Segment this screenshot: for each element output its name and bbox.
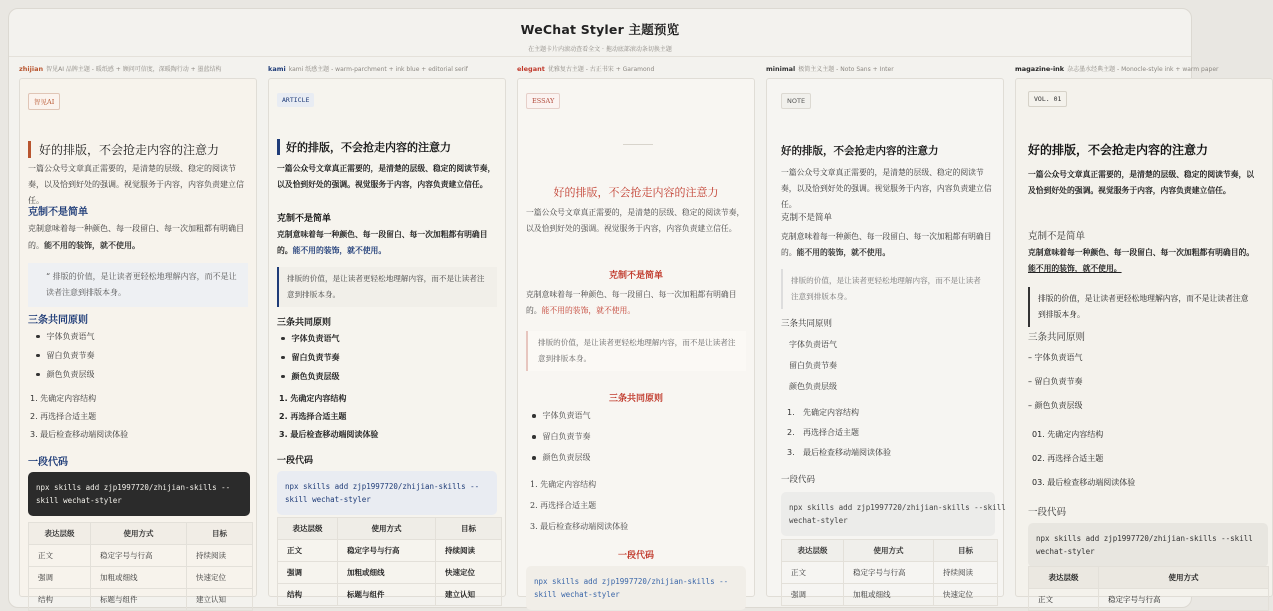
list-item: 颜色负责层级 (532, 452, 591, 463)
ordered-item: 3. 最后检查移动端阅读体验 (787, 448, 891, 457)
code-block: npx skills add zjp1997720/zhijian-skills -- skill wechat-styler (277, 471, 497, 515)
ordered-item: 3. 最后检查移动端阅读体验 (30, 430, 129, 439)
ordered-item: 02. 再选择合适主题 (1032, 454, 1104, 463)
ordered-item: 1. 先确定内容结构 (279, 394, 347, 403)
section-heading: 一段代码 (781, 475, 816, 485)
page-header (9, 9, 1191, 57)
theme-desc: 优雅复古主题 - 古正书宋 + Garamond (547, 66, 655, 73)
section-paragraph: 克制意味着每一种颜色、每一段留白、每一次加粗都有明确目的。能不用的装饰，就不使用。 (781, 232, 992, 257)
emphasis-text: 能不用的装饰，就不使用。 (44, 240, 140, 250)
theme-preview-card[interactable] (268, 78, 506, 597)
ordered-item: 2. 再选择合适主题 (787, 428, 859, 437)
theme-name: elegant (517, 65, 545, 73)
intro-paragraph: 一篇公众号文章真正需要的，是清楚的层级、稳定的阅读节奏，以及恰到好处的强调。视觉服务于内容，内容负责建立信任。 (781, 168, 992, 209)
code-block: npx skills add zjp1997720/zhijian-skills --skill wechat-styler (781, 492, 995, 536)
theme-column-minimal (762, 58, 1012, 607)
list-item: 字体负责语气 (532, 410, 591, 421)
section-heading: 克制不是简单 (781, 213, 833, 223)
ordered-item: 3. 最后检查移动端阅读体验 (279, 430, 379, 439)
list-item: – 留白负责节奏 (1028, 377, 1083, 386)
blockquote: 排版的价值，是让读者更轻松地理解内容，而不是让读者注意到排版本身。 (526, 331, 746, 371)
data-table: 表达层级 使用方式 目标 正文 稳定字号与行高 持续阅读 强调 加粗或细线 快速定位 (781, 539, 998, 606)
theme-desc: kami 纸感主题 - warm-parchment + ink blue + editorial serif (288, 66, 468, 73)
section-heading: 三条共同原则 (277, 318, 332, 328)
theme-column-elegant (513, 58, 763, 607)
section-heading: 三条共同原则 (608, 394, 663, 404)
section-heading: 三条共同原则 (1028, 332, 1086, 343)
list-item: 字体负责语气 (281, 333, 340, 344)
theme-name: minimal (766, 65, 796, 73)
section-heading: 克制不是简单 (1028, 231, 1086, 242)
theme-desc: 杂志墨水经典主题 - Monocle-style ink + warm paper (1067, 66, 1219, 73)
theme-name: kami (268, 65, 286, 73)
list-item: 字体负责语气 (36, 331, 95, 342)
theme-column-zhijian (15, 58, 265, 607)
theme-header (1015, 64, 1219, 73)
list-item: 字体负责语气 (789, 340, 837, 349)
data-table: 表达层级 使用方式 正文 稳定字号与行高 (1028, 566, 1269, 611)
app-window (8, 8, 1255, 608)
section-paragraph: 克制意味着每一种颜色、每一段留白、每一次加粗都有明确目的。能不用的装饰，就不使用。 (277, 230, 488, 255)
emphasis-text: 能不用的装饰，就不使用。 (1028, 264, 1122, 273)
code-block: npx skills add zjp1997720/zhijian-skills -- skill wechat-styler (28, 472, 250, 516)
article-title: 好的排版，不会抢走内容的注意力 (553, 186, 719, 199)
intro-paragraph: 一篇公众号文章真正需要的，是清楚的层级、稳定的阅读节奏，以及恰到好处的强调。视觉服务于内容，内容负责建立信任。 (1028, 170, 1255, 195)
blockquote: 排版的价值，是让读者更轻松地理解内容，而不是让读者注意到排版本身。 (781, 269, 995, 309)
theme-preview-card[interactable] (766, 78, 1004, 597)
data-table: 表达层级 使用方式 目标 正文 稳定字号与行高 持续阅读 强调 加粗或细线 快速定位 结构 标题与组件 建立认知 (28, 522, 253, 611)
blockquote: “ 排版的价值，是让读者更轻松地理解内容，而不是让读者注意到排版本身。 (28, 263, 248, 307)
ordered-item: 3. 最后检查移动端阅读体验 (530, 522, 629, 531)
section-paragraph: 克制意味着每一种颜色、每一段留白、每一次加粗都有明确目的。能不用的装饰，就不使用。 (526, 290, 737, 315)
list-item: 留白负责节奏 (281, 352, 340, 363)
ordered-item: 2. 再选择合适主题 (279, 412, 347, 421)
theme-desc: 极简主义主题 - Noto Sans + Inter (798, 66, 894, 73)
page-title: WeChat Styler 主题预览 (520, 22, 680, 37)
code-block: npx skills add zjp1997720/zhijian-skills --skill wechat-styler (1028, 523, 1268, 567)
article-badge: NOTE (781, 93, 811, 109)
section-heading: 三条共同原则 (781, 319, 833, 329)
divider (623, 144, 653, 145)
theme-header (19, 64, 265, 73)
list-item: 留白负责节奏 (532, 431, 591, 442)
section-heading: 克制不是简单 (28, 207, 88, 218)
blockquote: 排版的价值，是让读者更轻松地理解内容，而不是让读者注意到排版本身。 (1028, 287, 1258, 327)
ordered-item: 1. 先确定内容结构 (30, 394, 97, 403)
blockquote: 排版的价值，是让读者更轻松地理解内容，而不是让读者注意到排版本身。 (277, 267, 497, 307)
theme-header (766, 64, 1012, 73)
theme-name: zhijian (19, 65, 44, 73)
theme-name: magazine-ink (1015, 65, 1065, 73)
code-block: npx skills add zjp1997720/zhijian-skills -- skill wechat-styler (526, 566, 746, 610)
theme-header (517, 64, 763, 73)
theme-column-magazine-ink (1011, 58, 1255, 607)
section-heading: 一段代码 (28, 457, 68, 468)
article-badge: ARTICLE (277, 93, 314, 107)
section-heading: 克制不是简单 (277, 214, 332, 224)
theme-preview-card[interactable] (19, 78, 257, 604)
section-paragraph: 克制意味着每一种颜色、每一段留白、每一次加粗都有明确目的。能不用的装饰，就不使用。 (1028, 248, 1255, 273)
article-title: 好的排版，不会抢走内容的注意力 (1028, 143, 1209, 157)
section-heading: 一段代码 (1028, 507, 1067, 518)
article-badge: 智见AI (28, 93, 60, 110)
ordered-item: 2. 再选择合适主题 (30, 412, 97, 421)
page-subtitle: 在主题卡片内滚动查看全文 · 拖动底部滚动条切换主题 (528, 46, 672, 53)
ordered-item: 1. 先确定内容结构 (787, 408, 859, 417)
list-item: – 颜色负责层级 (1028, 401, 1083, 410)
theme-columns[interactable] (9, 58, 1255, 607)
section-heading: 三条共同原则 (28, 315, 88, 326)
list-item: 留白负责节奏 (789, 361, 837, 370)
article-badge: VOL. 01 (1028, 91, 1067, 107)
section-heading: 一段代码 (277, 456, 314, 466)
theme-header (268, 64, 514, 73)
emphasis-text: 能不用的装饰，就不使用。 (541, 306, 636, 315)
article-badge: ESSAY (526, 93, 560, 109)
intro-paragraph: 一篇公众号文章真正需要的，是清楚的层级、稳定的阅读节奏，以及恰到好处的强调。视觉服务于内容，内容负责建立信任。 (28, 164, 244, 205)
list-item: – 字体负责语气 (1028, 353, 1083, 362)
section-heading: 一段代码 (617, 551, 654, 561)
section-paragraph: 克制意味着每一种颜色、每一段留白、每一次加粗都有明确目的。能不用的装饰，就不使用。 (28, 224, 244, 250)
list-item: 颜色负责层级 (789, 382, 837, 391)
ordered-item: 2. 再选择合适主题 (530, 501, 597, 510)
theme-preview-card[interactable] (517, 78, 755, 597)
list-item: 颜色负责层级 (36, 369, 95, 380)
intro-paragraph: 一篇公众号文章真正需要的，是清楚的层级、稳定的阅读节奏，以及恰到好处的强调。视觉服务于内容，内容负责建立信任。 (526, 208, 745, 233)
theme-column-kami (264, 58, 514, 607)
list-item: 颜色负责层级 (281, 371, 340, 382)
intro-paragraph: 一篇公众号文章真正需要的，是清楚的层级、稳定的阅读节奏，以及恰到好处的强调。视觉服务于内容，内容负责建立信任。 (277, 164, 496, 189)
article-title: 好的排版，不会抢走内容的注意力 (781, 145, 939, 157)
emphasis-text: 能不用的装饰，就不使用。 (796, 248, 891, 257)
data-table: 表达层级 使用方式 目标 正文 稳定字号与行高 持续阅读 强调 加粗或细线 快速定位 结构 标题与组件 建立认知 (277, 517, 502, 606)
ordered-item: 01. 先确定内容结构 (1032, 430, 1104, 439)
emphasis-text: 能不用的装饰，就不使用。 (292, 246, 387, 255)
theme-preview-card[interactable] (1015, 78, 1273, 604)
list-item: 留白负责节奏 (36, 350, 95, 361)
theme-desc: 智见AI 品牌主题 - 暖纸感 + 顾问可信度，深暖陶行动 + 墨蓝结构 (46, 66, 222, 73)
ordered-item: 1. 先确定内容结构 (530, 480, 597, 489)
article-title: 好的排版，不会抢走内容的注意力 (28, 141, 219, 158)
section-heading: 克制不是简单 (608, 271, 663, 281)
article-title: 好的排版，不会抢走内容的注意力 (277, 139, 451, 155)
ordered-item: 03. 最后检查移动端阅读体验 (1032, 478, 1136, 487)
